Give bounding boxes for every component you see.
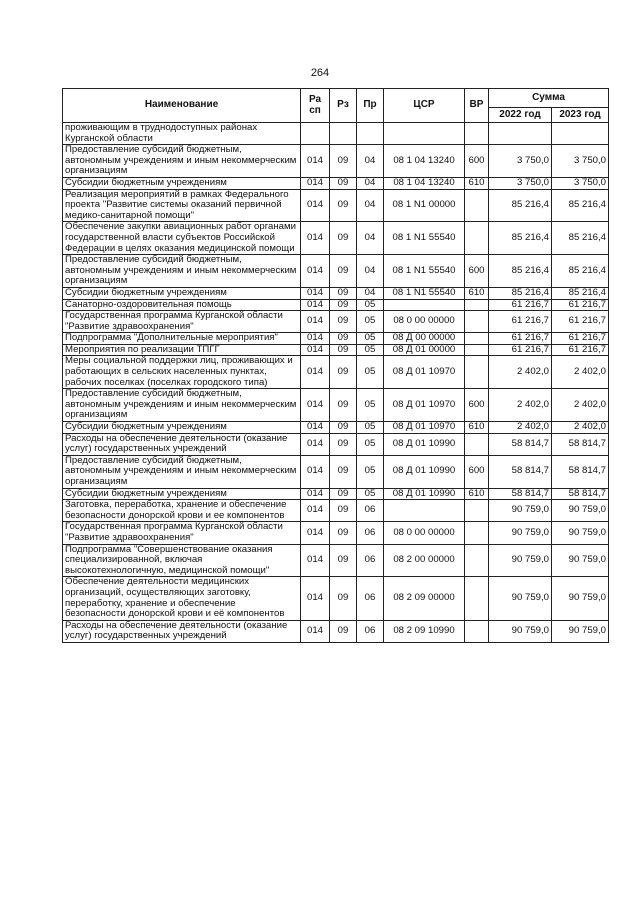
cell-rasp: 014 <box>301 177 330 189</box>
table-row <box>63 522 609 544</box>
cell-vr <box>465 299 489 311</box>
cell-rz: 09 <box>330 356 357 389</box>
cell-sum-2023: 85 216,4 <box>552 189 609 222</box>
cell-rasp: 014 <box>301 145 330 178</box>
table-row <box>63 311 609 333</box>
cell-sum-2022: 58 814,7 <box>489 455 552 488</box>
cell-name: Расходы на обеспечение деятельности (оказание услуг) государственных учреждений <box>63 433 301 455</box>
cell-rz: 09 <box>330 255 357 288</box>
cell-sum-2023: 85 216,4 <box>552 255 609 288</box>
cell-csr: 08 2 09 00000 <box>384 577 465 620</box>
cell-csr: 08 1 04 13240 <box>384 177 465 189</box>
cell-vr: 610 <box>465 488 489 500</box>
cell-csr <box>384 123 465 145</box>
cell-name: Субсидии бюджетным учреждениям <box>63 422 301 434</box>
cell-pr: 05 <box>357 433 384 455</box>
cell-name: Расходы на обеспечение деятельности (оказание услуг) государственных учреждений <box>63 620 301 642</box>
cell-sum-2022: 90 759,0 <box>489 577 552 620</box>
cell-rz: 09 <box>330 488 357 500</box>
cell-sum-2022: 90 759,0 <box>489 620 552 642</box>
cell-rasp: 014 <box>301 344 330 356</box>
cell-sum-2022: 58 814,7 <box>489 488 552 500</box>
cell-csr <box>384 299 465 311</box>
cell-name: Государственная программа Курганской области "Развитие здравоохранения" <box>63 311 301 333</box>
cell-vr: 610 <box>465 287 489 299</box>
cell-sum-2022: 3 750,0 <box>489 177 552 189</box>
cell-rz: 09 <box>330 189 357 222</box>
header-sum: Сумма <box>489 89 609 108</box>
cell-pr: 06 <box>357 500 384 522</box>
cell-name: Государственная программа Курганской области "Развитие здравоохранения" <box>63 522 301 544</box>
cell-pr <box>357 123 384 145</box>
cell-sum-2022: 85 216,4 <box>489 255 552 288</box>
cell-vr: 610 <box>465 177 489 189</box>
cell-rasp: 014 <box>301 455 330 488</box>
cell-rasp: 014 <box>301 222 330 255</box>
cell-rasp: 014 <box>301 620 330 642</box>
cell-name: Реализация мероприятий в рамках Федерального проекта "Развитие системы оказаний первичной медико-санитарной помощи" <box>63 189 301 222</box>
cell-sum-2022: 90 759,0 <box>489 544 552 577</box>
cell-csr <box>384 500 465 522</box>
cell-sum-2023: 61 216,7 <box>552 333 609 345</box>
cell-csr: 08 Д 01 10970 <box>384 389 465 422</box>
header-rasp: Ра сп <box>301 89 330 123</box>
table-row <box>63 500 609 522</box>
cell-pr: 04 <box>357 145 384 178</box>
table-row <box>63 255 609 288</box>
cell-csr: 08 1 N1 55540 <box>384 287 465 299</box>
cell-csr: 08 1 04 13240 <box>384 145 465 178</box>
cell-csr: 08 Д 01 10990 <box>384 488 465 500</box>
cell-vr <box>465 522 489 544</box>
table-row <box>63 123 609 145</box>
table-row <box>63 287 609 299</box>
cell-csr: 08 Д 01 10970 <box>384 422 465 434</box>
cell-sum-2023: 3 750,0 <box>552 145 609 178</box>
cell-rz: 09 <box>330 500 357 522</box>
header-year-2022: 2022 год <box>489 108 552 123</box>
cell-csr: 08 Д 01 10970 <box>384 356 465 389</box>
cell-vr <box>465 544 489 577</box>
cell-csr: 08 Д 00 00000 <box>384 333 465 345</box>
cell-sum-2023: 2 402,0 <box>552 422 609 434</box>
cell-rasp: 014 <box>301 356 330 389</box>
header-pr: Пр <box>357 89 384 123</box>
table-row <box>63 222 609 255</box>
cell-name: Предоставление субсидий бюджетным, автономным учреждениям и иным некоммерческим организациям <box>63 389 301 422</box>
cell-pr: 05 <box>357 356 384 389</box>
cell-name: Мероприятия по реализации ТПГГ <box>63 344 301 356</box>
cell-sum-2023: 3 750,0 <box>552 177 609 189</box>
table-row <box>63 189 609 222</box>
cell-rasp: 014 <box>301 189 330 222</box>
cell-sum-2023: 61 216,7 <box>552 299 609 311</box>
cell-rz: 09 <box>330 620 357 642</box>
cell-rz: 09 <box>330 455 357 488</box>
cell-csr: 08 Д 01 10990 <box>384 455 465 488</box>
table-row <box>63 544 609 577</box>
cell-pr: 05 <box>357 311 384 333</box>
cell-csr: 08 1 N1 55540 <box>384 255 465 288</box>
cell-pr: 04 <box>357 222 384 255</box>
cell-vr <box>465 333 489 345</box>
cell-name: Подпрограмма "Совершенствование оказания специализированной, включая высокотехнологичную, медицинской помощи" <box>63 544 301 577</box>
cell-sum-2022: 61 216,7 <box>489 344 552 356</box>
cell-sum-2022: 61 216,7 <box>489 333 552 345</box>
table-row <box>63 577 609 620</box>
cell-sum-2023: 2 402,0 <box>552 356 609 389</box>
cell-csr: 08 Д 01 10990 <box>384 433 465 455</box>
cell-rasp: 014 <box>301 389 330 422</box>
cell-sum-2023: 58 814,7 <box>552 455 609 488</box>
cell-vr <box>465 433 489 455</box>
cell-rasp: 014 <box>301 433 330 455</box>
cell-sum-2022: 2 402,0 <box>489 356 552 389</box>
cell-rz: 09 <box>330 577 357 620</box>
cell-vr: 600 <box>465 455 489 488</box>
cell-name: Санаторно-оздоровительная помощь <box>63 299 301 311</box>
cell-sum-2023: 90 759,0 <box>552 544 609 577</box>
cell-vr <box>465 620 489 642</box>
cell-sum-2023: 90 759,0 <box>552 577 609 620</box>
cell-sum-2022: 85 216,4 <box>489 287 552 299</box>
cell-vr <box>465 222 489 255</box>
cell-sum-2023: 61 216,7 <box>552 344 609 356</box>
cell-pr: 04 <box>357 287 384 299</box>
cell-csr: 08 2 09 10990 <box>384 620 465 642</box>
cell-sum-2022: 2 402,0 <box>489 389 552 422</box>
table-row <box>63 356 609 389</box>
cell-pr: 05 <box>357 389 384 422</box>
cell-sum-2022: 85 216,4 <box>489 189 552 222</box>
table-row <box>63 177 609 189</box>
cell-sum-2022: 90 759,0 <box>489 500 552 522</box>
cell-rz <box>330 123 357 145</box>
cell-rasp: 014 <box>301 311 330 333</box>
header-csr: ЦСР <box>384 89 465 123</box>
cell-name: Субсидии бюджетным учреждениям <box>63 177 301 189</box>
cell-rz: 09 <box>330 287 357 299</box>
cell-rasp: 014 <box>301 422 330 434</box>
budget-table <box>62 88 609 643</box>
cell-sum-2022: 85 216,4 <box>489 222 552 255</box>
cell-vr <box>465 500 489 522</box>
table-row <box>63 389 609 422</box>
cell-vr <box>465 344 489 356</box>
cell-sum-2022: 61 216,7 <box>489 311 552 333</box>
cell-name: Предоставление субсидий бюджетным, автономным учреждениям и иным некоммерческим организациям <box>63 455 301 488</box>
cell-rasp: 014 <box>301 500 330 522</box>
table-row <box>63 299 609 311</box>
cell-sum-2023: 90 759,0 <box>552 522 609 544</box>
table-row <box>63 433 609 455</box>
cell-pr: 06 <box>357 577 384 620</box>
cell-rasp: 014 <box>301 577 330 620</box>
cell-rasp: 014 <box>301 488 330 500</box>
cell-name: Меры социальной поддержки лиц, проживающих и работающих в сельских населенных пунктах, рабочих поселках (поселках городского типа) <box>63 356 301 389</box>
cell-name: Субсидии бюджетным учреждениям <box>63 287 301 299</box>
cell-pr: 06 <box>357 544 384 577</box>
cell-rz: 09 <box>330 522 357 544</box>
cell-rasp: 014 <box>301 299 330 311</box>
cell-pr: 05 <box>357 455 384 488</box>
cell-rz: 09 <box>330 177 357 189</box>
page-number: 264 <box>310 67 330 79</box>
cell-sum-2023: 58 814,7 <box>552 433 609 455</box>
cell-sum-2023: 90 759,0 <box>552 500 609 522</box>
cell-name: Предоставление субсидий бюджетным, автономным учреждениям и иным некоммерческим организациям <box>63 145 301 178</box>
cell-sum-2023: 85 216,4 <box>552 287 609 299</box>
cell-rz: 09 <box>330 145 357 178</box>
cell-rz: 09 <box>330 344 357 356</box>
cell-name: Субсидии бюджетным учреждениям <box>63 488 301 500</box>
cell-sum-2023: 85 216,4 <box>552 222 609 255</box>
cell-sum-2022 <box>489 123 552 145</box>
cell-pr: 05 <box>357 344 384 356</box>
cell-rz: 09 <box>330 389 357 422</box>
cell-rz: 09 <box>330 433 357 455</box>
table-row <box>63 344 609 356</box>
header-rz: Рз <box>330 89 357 123</box>
cell-sum-2022: 90 759,0 <box>489 522 552 544</box>
cell-pr: 06 <box>357 620 384 642</box>
cell-sum-2023: 90 759,0 <box>552 620 609 642</box>
cell-pr: 06 <box>357 522 384 544</box>
cell-csr: 08 0 00 00000 <box>384 311 465 333</box>
cell-pr: 05 <box>357 422 384 434</box>
cell-sum-2023 <box>552 123 609 145</box>
cell-pr: 04 <box>357 177 384 189</box>
table-row <box>63 333 609 345</box>
cell-rz: 09 <box>330 422 357 434</box>
cell-rz: 09 <box>330 299 357 311</box>
cell-csr: 08 1 N1 55540 <box>384 222 465 255</box>
cell-rasp: 014 <box>301 255 330 288</box>
table-row <box>63 145 609 178</box>
cell-pr: 05 <box>357 333 384 345</box>
cell-name: Обеспечение деятельности медицинских организаций, осуществляющих заготовку, переработку, хранение и обеспечение безопасности донорской крови и её компонентов <box>63 577 301 620</box>
table-row <box>63 422 609 434</box>
cell-vr <box>465 356 489 389</box>
cell-vr <box>465 311 489 333</box>
cell-rz: 09 <box>330 544 357 577</box>
cell-rasp: 014 <box>301 544 330 577</box>
cell-vr <box>465 123 489 145</box>
cell-rz: 09 <box>330 333 357 345</box>
cell-rasp <box>301 123 330 145</box>
cell-name: проживающим в труднодоступных районах Курганской области <box>63 123 301 145</box>
cell-csr: 08 2 00 00000 <box>384 544 465 577</box>
cell-vr: 610 <box>465 422 489 434</box>
table-row <box>63 620 609 642</box>
cell-name: Заготовка, переработка, хранение и обеспечение безопасности донорской крови и ее компонентов <box>63 500 301 522</box>
cell-pr: 05 <box>357 299 384 311</box>
cell-csr: 08 1 N1 00000 <box>384 189 465 222</box>
cell-vr <box>465 189 489 222</box>
cell-csr: 08 0 00 00000 <box>384 522 465 544</box>
table-row <box>63 455 609 488</box>
table-row <box>63 488 609 500</box>
cell-sum-2023: 58 814,7 <box>552 488 609 500</box>
cell-pr: 04 <box>357 189 384 222</box>
cell-rz: 09 <box>330 311 357 333</box>
cell-sum-2022: 61 216,7 <box>489 299 552 311</box>
cell-csr: 08 Д 01 00000 <box>384 344 465 356</box>
cell-vr: 600 <box>465 389 489 422</box>
cell-vr <box>465 577 489 620</box>
cell-sum-2023: 2 402,0 <box>552 389 609 422</box>
cell-rz: 09 <box>330 222 357 255</box>
cell-vr: 600 <box>465 255 489 288</box>
cell-sum-2022: 3 750,0 <box>489 145 552 178</box>
header-year-2023: 2023 год <box>552 108 609 123</box>
cell-sum-2023: 61 216,7 <box>552 311 609 333</box>
cell-rasp: 014 <box>301 287 330 299</box>
header-vr: ВР <box>465 89 489 123</box>
cell-name: Подпрограмма "Дополнительные мероприятия" <box>63 333 301 345</box>
cell-name: Предоставление субсидий бюджетным, автономным учреждениям и иным некоммерческим организациям <box>63 255 301 288</box>
cell-sum-2022: 2 402,0 <box>489 422 552 434</box>
cell-pr: 04 <box>357 255 384 288</box>
cell-rasp: 014 <box>301 333 330 345</box>
cell-pr: 05 <box>357 488 384 500</box>
header-name: Наименование <box>63 89 301 123</box>
cell-rasp: 014 <box>301 522 330 544</box>
cell-vr: 600 <box>465 145 489 178</box>
cell-sum-2022: 58 814,7 <box>489 433 552 455</box>
cell-name: Обеспечение закупки авиационных работ органами государственной власти субъектов Российской Федерации в целях оказания медицинской помощи <box>63 222 301 255</box>
